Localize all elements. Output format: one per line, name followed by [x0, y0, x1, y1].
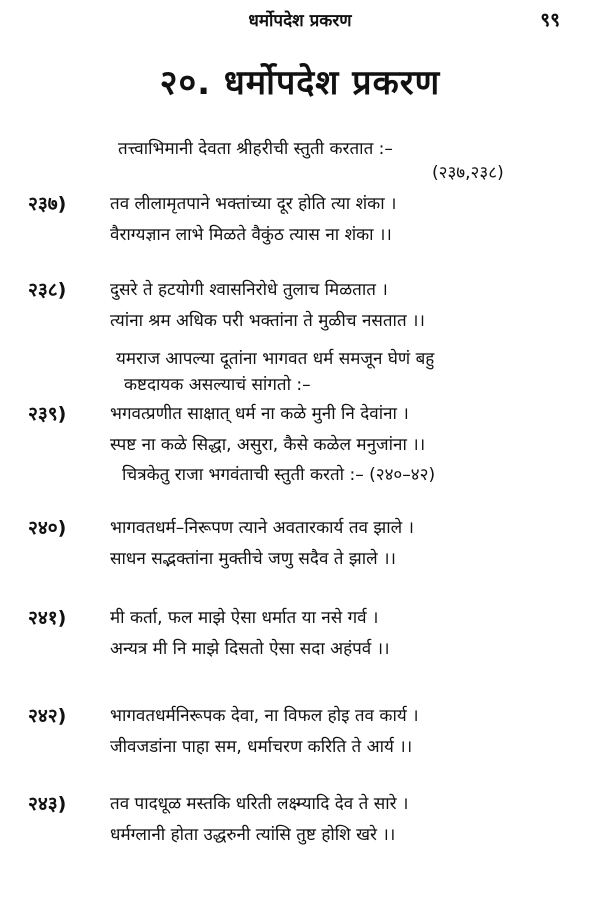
- page-number: ९९: [540, 9, 560, 31]
- verse-number: २३९): [28, 403, 67, 425]
- verse-line: धर्मग्लानी होता उद्धरुनी त्यांसि तुष्ट होशि खरे ।।: [110, 825, 396, 845]
- intro-note: तत्त्वाभिमानी देवता श्रीहरीची स्तुती करतात :–: [118, 139, 393, 159]
- verse-number: २४२): [28, 705, 67, 727]
- verse-line: दुसरे ते हटयोगी श्वासनिरोधे तुलाच मिळतात ।: [110, 280, 388, 300]
- verse-line: साधन सद्भक्तांना मुक्तीचे जणु सदैव ते झाले ।।: [110, 549, 396, 569]
- verse-line: भागवतधर्म–निरूपण त्याने अवतारकार्य तव झाले ।: [110, 518, 414, 538]
- verse-line: स्पष्ट ना कळे सिद्धा, असुरा, कैसे कळेल मनुजांना ।।: [110, 435, 426, 455]
- verse-number: २४०): [28, 517, 67, 539]
- verse-number: २३७): [28, 193, 67, 215]
- verse-number: २४१): [28, 607, 67, 629]
- verse-line: वैराग्यज्ञान लाभे मिळते वैकुंठ त्यास ना शंका ।।: [110, 225, 392, 245]
- verse-line: भागवतधर्मनिरूपक देवा, ना विफल होइ तव कार्य ।: [110, 706, 419, 726]
- verse-line: मी कर्ता, फल माझे ऐसा धर्मात या नसे गर्व ।: [110, 608, 379, 628]
- verse-line: अन्यत्र मी नि माझे दिसतो ऐसा सदा अहंपर्व ।।: [110, 639, 390, 659]
- verse-line: जीवजडांना पाहा सम, धर्माचरण करिति ते आर्य ।।: [110, 737, 413, 757]
- verse-reference: (२३७,२३८): [432, 163, 504, 183]
- verse-number: २४३): [28, 793, 67, 815]
- verse-number: २३८): [28, 279, 67, 301]
- intro-note: कष्टदायक असल्याचं सांगतो :–: [124, 375, 311, 395]
- chapter-title: २०. धर्मोपदेश प्रकरण: [159, 63, 441, 103]
- verse-line: तव लीलामृतपाने भक्तांच्या दूर होति त्या शंका ।: [110, 194, 397, 214]
- verse-line: तव पादधूळ मस्तकि धरिती लक्ष्म्यादि देव ते सारे ।: [110, 794, 409, 814]
- verse-line: भगवत्प्रणीत साक्षात् धर्म ना कळे मुनी नि देवांना ।: [110, 404, 409, 424]
- verse-line: त्यांना श्रम अधिक परी भक्तांना ते मुळीच नसतात ।।: [110, 311, 425, 331]
- intro-note: चित्रकेतु राजा भगवंताची स्तुती करतो :– (२४०–४२): [122, 465, 436, 485]
- running-title: धर्मोपदेश प्रकरण: [248, 11, 352, 31]
- intro-note: यमराज आपल्या दूतांना भागवत धर्म समजून घेणं बहु: [116, 349, 435, 369]
